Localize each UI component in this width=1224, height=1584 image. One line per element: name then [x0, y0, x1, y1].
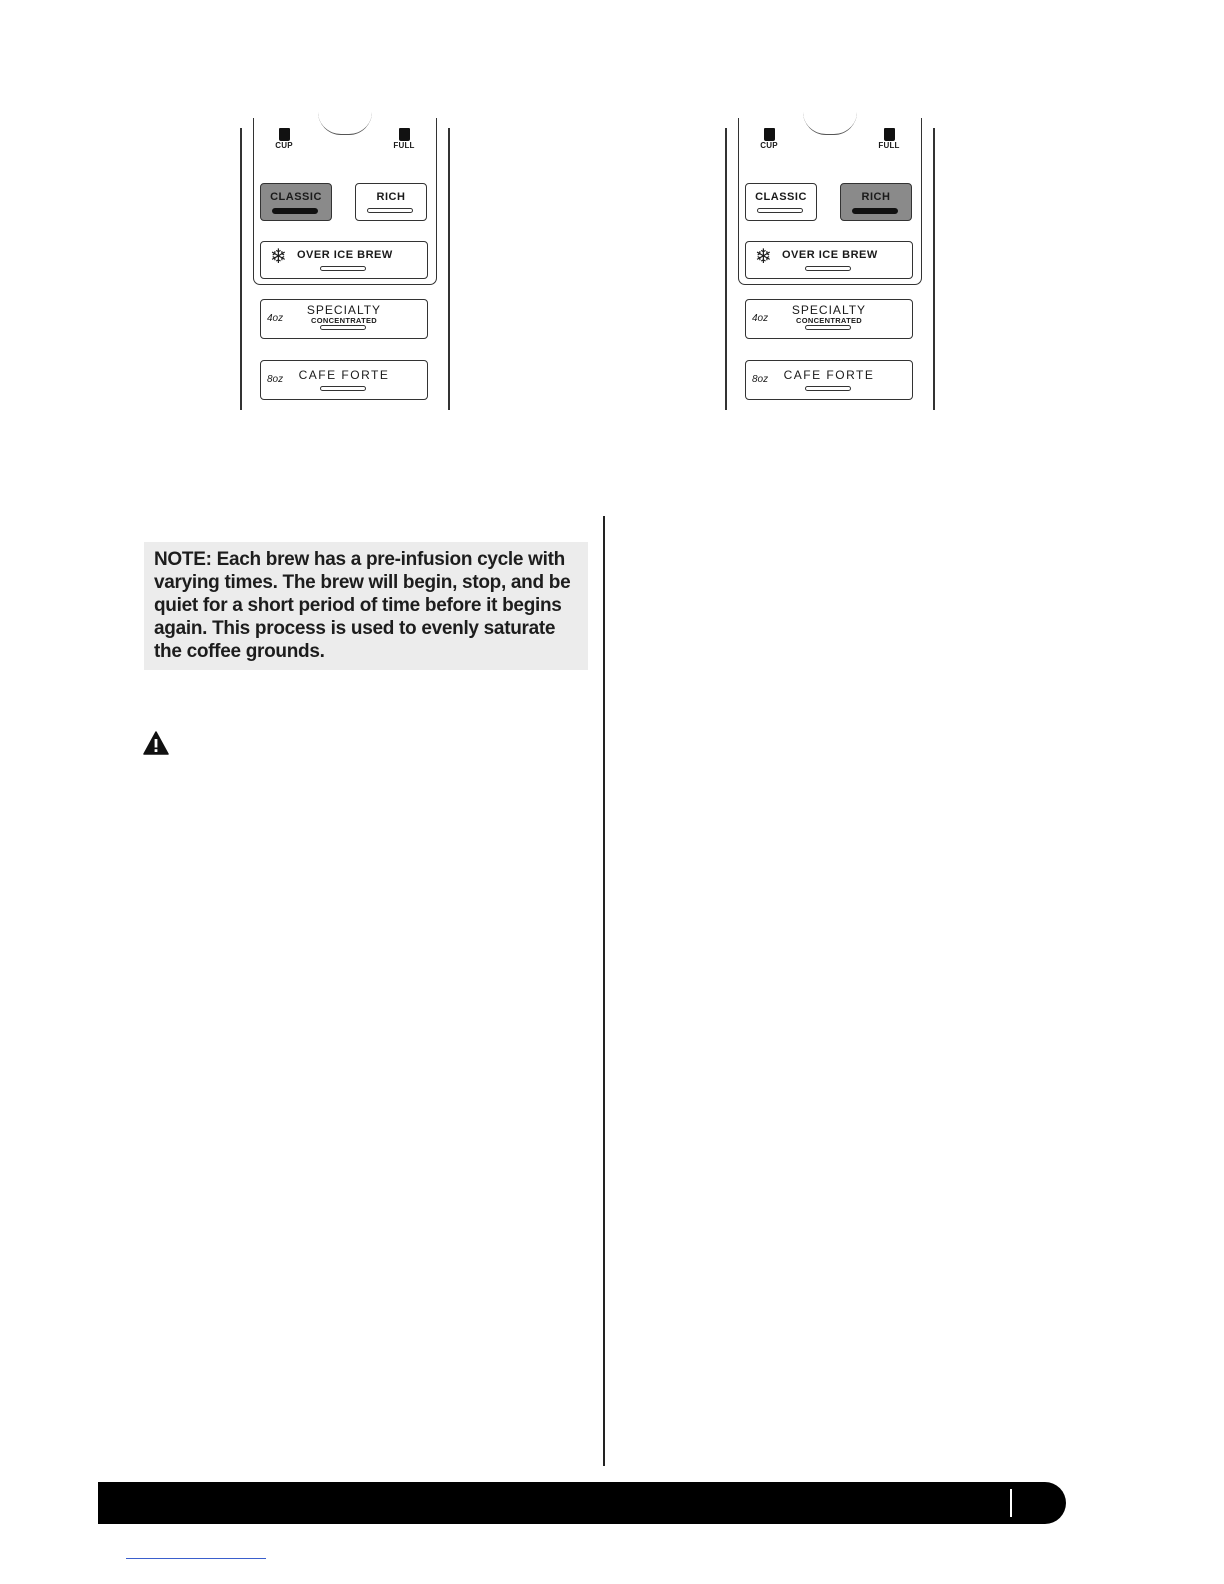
- specialty-size: 4oz: [752, 313, 769, 324]
- over-ice-brew-button[interactable]: [260, 241, 428, 279]
- rich-indicator-light: [852, 208, 898, 214]
- specialty-button[interactable]: [260, 299, 428, 339]
- over-ice-brew-button[interactable]: [745, 241, 913, 279]
- rich-button[interactable]: [840, 183, 912, 221]
- full-label: FULL: [393, 141, 415, 150]
- specialty-sublabel: CONCENTRATED: [311, 316, 377, 325]
- cafe-forte-label: CAFE FORTE: [298, 368, 390, 382]
- over-ice-indicator-light: [320, 266, 366, 271]
- specialty-size: 4oz: [267, 313, 284, 324]
- classic-button[interactable]: [260, 183, 332, 221]
- specialty-button[interactable]: [745, 299, 913, 339]
- cafe-forte-button[interactable]: [260, 360, 428, 400]
- over-ice-label: OVER ICE BREW: [297, 249, 393, 261]
- over-ice-indicator-light: [805, 266, 851, 271]
- cafe-forte-size: 8oz: [752, 374, 769, 385]
- cup-label: CUP: [760, 141, 778, 150]
- control-panel-left: [240, 128, 450, 412]
- over-ice-label: OVER ICE BREW: [782, 249, 878, 261]
- panel-edge: [725, 128, 727, 410]
- footer-separator: [1010, 1489, 1012, 1517]
- full-label: FULL: [878, 141, 900, 150]
- classic-label: CLASSIC: [270, 191, 322, 203]
- control-panel-right: [725, 128, 935, 412]
- specialty-label: SPECIALTY: [791, 303, 867, 317]
- note-box: NOTE: Each brew has a pre-infusion cycle with varying times. The brew will begin, stop, and be quiet for a short period of time before it begins again. This process is used to evenly saturate the coffee grounds.: [144, 542, 588, 670]
- cup-label: CUP: [275, 141, 293, 150]
- warning-icon: [143, 731, 169, 755]
- panel-edge: [933, 128, 935, 410]
- classic-button[interactable]: [745, 183, 817, 221]
- specialty-label: SPECIALTY: [306, 303, 382, 317]
- cafe-forte-indicator-light: [320, 386, 366, 391]
- link-underline[interactable]: [126, 1558, 266, 1559]
- cafe-forte-label: CAFE FORTE: [783, 368, 875, 382]
- rich-button[interactable]: [355, 183, 427, 221]
- classic-indicator-light: [272, 208, 318, 214]
- rich-label: RICH: [376, 191, 406, 203]
- rich-label: RICH: [861, 191, 891, 203]
- specialty-indicator-light: [320, 325, 366, 330]
- cafe-forte-button[interactable]: [745, 360, 913, 400]
- panel-edge: [240, 128, 242, 410]
- specialty-sublabel: CONCENTRATED: [796, 316, 862, 325]
- snowflake-icon: ❄: [270, 246, 287, 268]
- panel-edge: [448, 128, 450, 410]
- classic-indicator-light: [757, 208, 803, 213]
- cafe-forte-indicator-light: [805, 386, 851, 391]
- cafe-forte-size: 8oz: [267, 374, 284, 385]
- column-divider: [603, 516, 605, 1466]
- snowflake-icon: ❄: [755, 246, 772, 268]
- classic-label: CLASSIC: [755, 191, 807, 203]
- rich-indicator-light: [367, 208, 413, 213]
- specialty-indicator-light: [805, 325, 851, 330]
- footer-bar: [98, 1482, 1066, 1524]
